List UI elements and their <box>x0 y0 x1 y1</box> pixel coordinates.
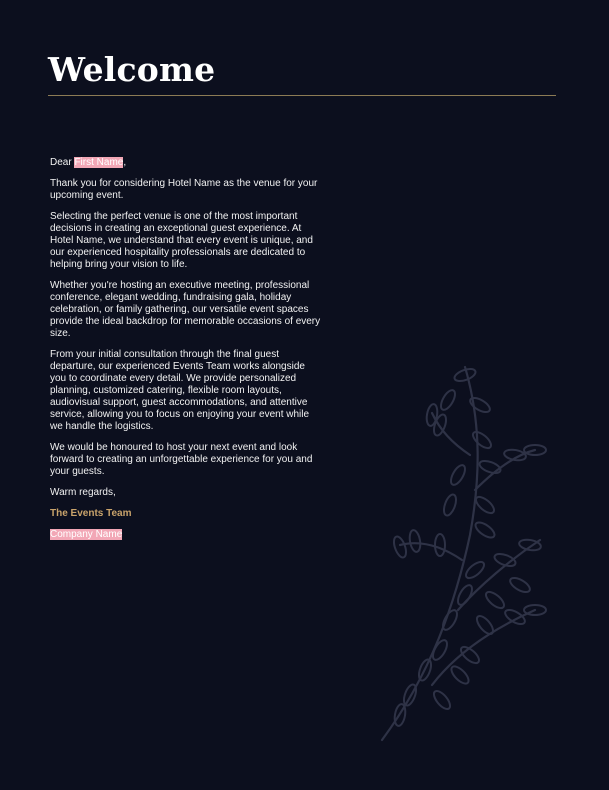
leaf-shape <box>463 559 486 581</box>
leaf-shape <box>448 463 468 487</box>
leaf-shape <box>408 529 422 552</box>
leaf-shape <box>473 520 497 541</box>
leafy-branch-icon <box>370 355 570 745</box>
leaf-shape <box>435 534 445 556</box>
company-line <box>50 529 322 541</box>
greeting-prefix: Dear <box>50 157 75 168</box>
paragraph-services: From your initial consultation through the final guest departure, our experienced Events Team works alongside you to coordinate every detail. We provide personalized planning, customized catering, flexible room layouts, audiovisual support, guest accommodations, and attentive service, allowing you to focus on enjoying your event while we handle the logistics. <box>50 349 310 432</box>
closing: Warm regards, <box>50 487 116 498</box>
leaf-shape <box>508 575 532 595</box>
leaf-shape <box>449 664 472 687</box>
leaf-shape <box>478 459 502 476</box>
leaf-shape <box>474 613 496 636</box>
leaf-shape <box>493 552 517 569</box>
greeting-suffix: , <box>123 157 127 168</box>
leaf-shape <box>431 688 453 711</box>
leaf-shape <box>470 429 493 451</box>
paragraph-events: Whether you're hosting an executive meeting, professional conference, elegant wedding, fundraising gala, holiday celebration, or family gathering, our versatile event spaces provide the ideal backdrop for memorable occasions of every size. <box>50 280 321 339</box>
paragraph-invitation: We would be honoured to host your next event and look forward to creating an unforgettable experience for you and your guests. <box>50 442 313 477</box>
leaf-shape <box>468 395 492 415</box>
leaf-shape <box>438 388 458 412</box>
letter-body <box>50 157 322 550</box>
leaf-shape <box>453 367 477 384</box>
recipient-placeholder[interactable]: First Name <box>74 157 124 168</box>
company-placeholder[interactable]: Company Name <box>50 529 123 540</box>
leaf-shape <box>483 589 506 611</box>
page-title: Welcome <box>48 50 216 89</box>
paragraph-intro: Thank you for considering Hotel Name as the venue for your upcoming event. <box>50 178 318 201</box>
leaf-shape <box>440 608 460 632</box>
greeting <box>50 157 322 169</box>
leaf-shape <box>392 535 409 559</box>
signer-name: The Events Team <box>50 508 132 519</box>
leaf-shape <box>442 493 459 517</box>
paragraph-venue: Selecting the perfect venue is one of the most important decisions in creating an exceptional guest experience. At Hotel Name, we understand that every event is unique, and our experienced hospitality professionals are dedicated to helping bring your vision to life. <box>50 211 313 270</box>
leaf-shape <box>473 494 496 516</box>
title-divider <box>48 95 556 96</box>
